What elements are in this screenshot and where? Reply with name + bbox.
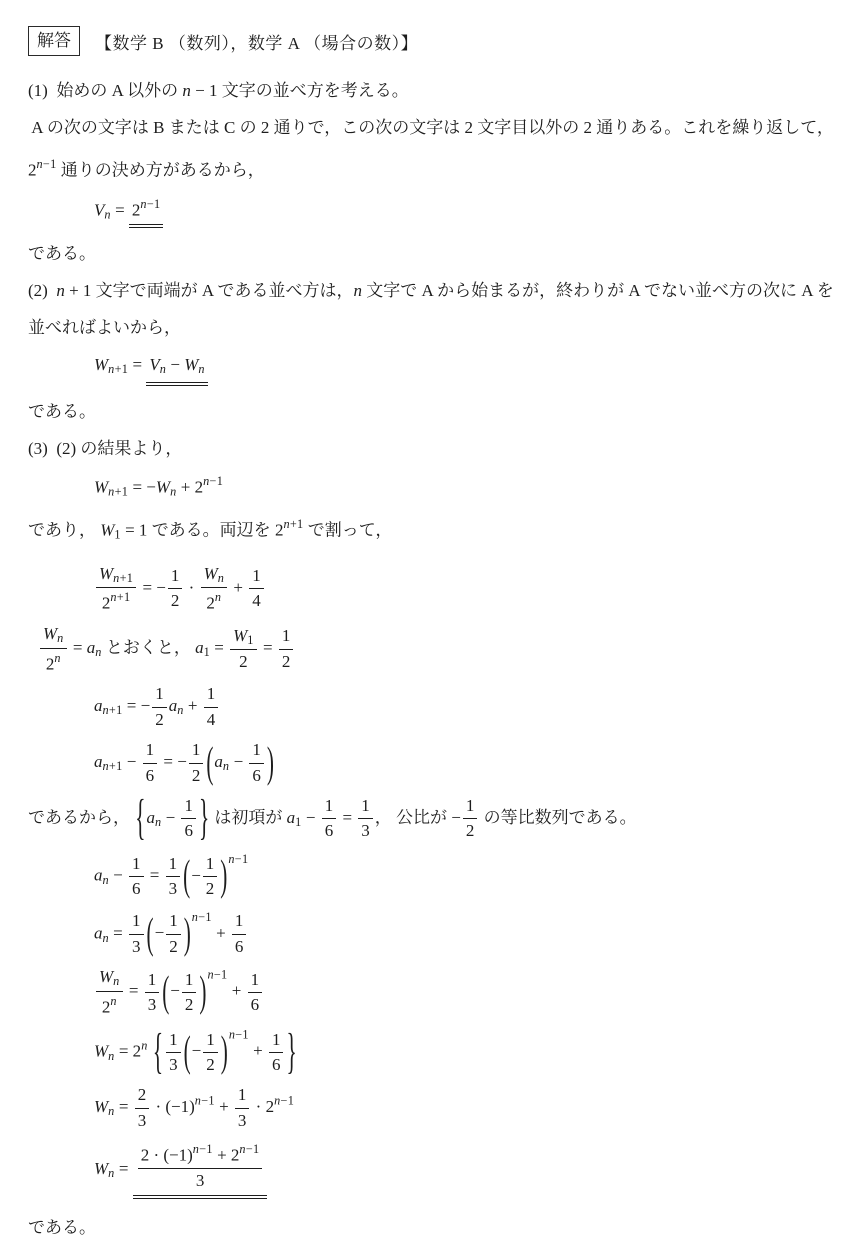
equation-vn-answer: $Vn = 2^{n-1}$ bbox=[94, 196, 820, 229]
para-geometric-sequence: であるから， {an − $\frac{1}{6}$ } は初項が a1 − $\frac{1}{6}$ = $\frac{1}{3}$ ， 公比が − $\frac{1}{2}$ の等比数列である。 bbox=[28, 789, 637, 846]
para-part1-body-line1: A の次の文字は B または C の 2 通りで，この次の文字は 2 文字目以外の 2 通りある。これを繰り返して， bbox=[28, 118, 834, 138]
equation-an-recurrence: an+1 = − $\frac{1}{2}$ an + $\frac{1}{4}$ bbox=[94, 684, 820, 730]
solution-header bbox=[28, 26, 820, 56]
equation-an-general-2: an = $\frac{1}{3}$ (− $\frac{1}{2}$ )$^{n-1}$ + $\frac{1}{6}$ bbox=[94, 910, 820, 958]
para-part1-body-line2: $2^{n-1}$ 通りの決め方があるから， bbox=[28, 157, 265, 180]
para-part1-heading: (1) 始めの A 以外の n − 1 文字の並べ方を考える。 bbox=[28, 81, 409, 101]
equation-wn-over-2n: $\frac{Wn}{2^n}$ = $\frac{1}{3}$ (− $\frac{1}{2}$ )$^{n-1}$ + $\frac{1}{6}$ bbox=[94, 967, 820, 1017]
equation-wn-braced: $Wn = 2^n$ { $\frac{1}{3}$ (− $\frac{1}{2}$ )$^{n-1}$ + $\frac{1}{6}$ } bbox=[94, 1022, 297, 1080]
para-divide-both-sides: であり， W1 = 1 である。両辺を $2^{n+1}$ で割って， bbox=[28, 517, 393, 542]
equation-wn1-answer: Wn+1 = Vn − Wn bbox=[94, 353, 820, 385]
equation-wn-final-answer: Wn = $\frac{2 \cdot (-1)^{n-1} + 2^{n-1}}{3}$ bbox=[94, 1141, 820, 1199]
para-part2-line1: (2) n + 1 文字で両端が A である並べ方は，n 文字で A から始まるが，終わりが A でない並べ方の次に A を bbox=[28, 281, 834, 301]
para-part3-heading: (3) (2) の結果より， bbox=[28, 438, 183, 458]
equation-wn-expanded: Wn = $\frac{2}{3}$ · $(-1)^{n-1}$ + $\frac{1}{3}$ · $2^{n-1}$ bbox=[94, 1085, 295, 1130]
para-substitution: $\frac{Wn}{2^n}$ = an とおくと， a1 = $\frac{W1}{2}$ = $\frac{1}{2}$ bbox=[38, 624, 820, 674]
subject-title: 【数学 B （数列），数学 A （場合の数）】 bbox=[95, 33, 419, 53]
answer-label-box: 解答 bbox=[28, 26, 80, 56]
text-dearu-2: である。 bbox=[28, 401, 96, 421]
equation-divided: $\frac{Wn+1}{2^{n+1}}$ = − $\frac{1}{2}$ · $\frac{Wn}{2^n}$ + $\frac{1}{4}$ bbox=[94, 564, 820, 614]
equation-recurrence: $Wn+1 = -Wn + 2^{n-1}$ bbox=[94, 473, 224, 498]
equation-an-shifted: an+1 − $\frac{1}{6}$ = − $\frac{1}{2}$ (an − $\frac{1}{6}$ ) bbox=[94, 737, 274, 787]
para-part2-line2: 並べればよいから， bbox=[28, 318, 181, 338]
text-dearu-3: である。 bbox=[28, 1218, 96, 1238]
text-dearu-1: である。 bbox=[28, 244, 96, 264]
equation-an-general-1: an − $\frac{1}{6}$ = $\frac{1}{3}$ (− $\frac{1}{2}$ )$^{n-1}$ bbox=[94, 850, 249, 900]
